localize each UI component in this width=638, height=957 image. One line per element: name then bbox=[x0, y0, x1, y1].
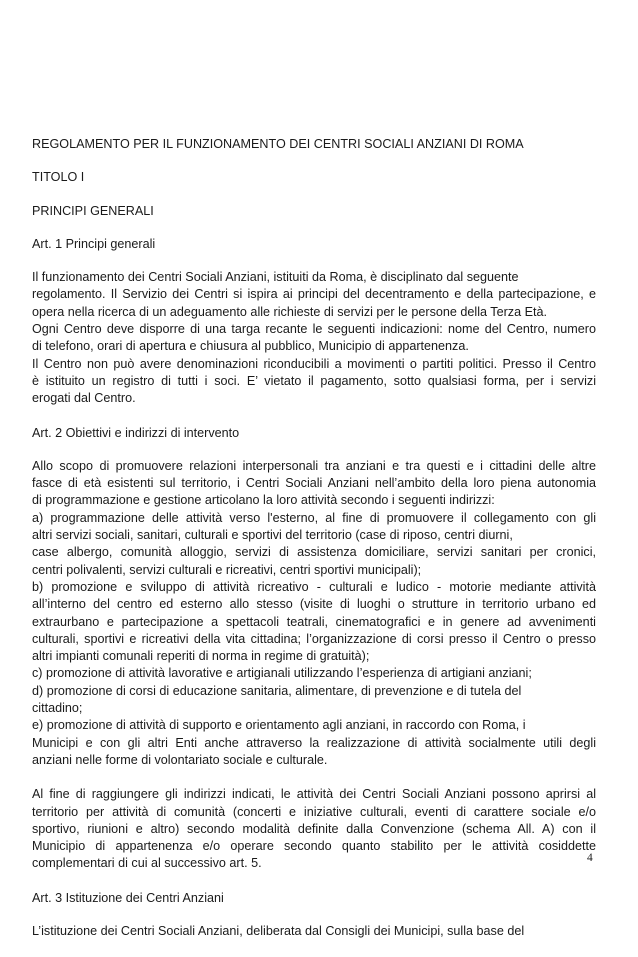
text-line: altri servizi sociali, sanitari, culturali e sportivi del territorio (case di riposo, centri diurni, bbox=[32, 528, 513, 543]
text-line: Al fine di raggiungere gli indirizzi indicati, le attività dei Centri Sociali Anziani possono aprirsi al bbox=[32, 787, 596, 802]
text-line: e) promozione di attività di supporto e orientamento agli anziani, in raccordo con Roma, i bbox=[32, 718, 526, 733]
text-line: culturali, sportivi e ricreativi della vita cittadina; l’organizzazione di corsi presso il Centro o presso bbox=[32, 631, 596, 646]
art2-body bbox=[32, 458, 596, 769]
text-line: case albergo, comunità alloggio, servizi di assistenza domiciliare, servizi sanitari per cronici, bbox=[32, 545, 596, 560]
text-line: fasce di età esistenti sul territorio, i Centri Sociali Anziani nell’ambito della loro piena autonomia bbox=[32, 476, 596, 491]
text-line: d) promozione di corsi di educazione sanitaria, alimentare, di prevenzione e di tutela del bbox=[32, 683, 522, 698]
text-line: c) promozione di attività lavorative e artigianali utilizzando l’esperienza di artigiani anziani; bbox=[32, 666, 532, 681]
main-title: REGOLAMENTO PER IL FUNZIONAMENTO DEI CENTRI SOCIALI ANZIANI DI ROMA bbox=[32, 137, 524, 151]
text-line: a) programmazione delle attività verso l'esterno, al fine di promuovere il collegamento con gli bbox=[32, 510, 596, 525]
text-line: Municipio di appartenenza e/o operare secondo quanto stabilito per le attività cosiddette bbox=[32, 839, 596, 854]
text-line: erogati dal Centro. bbox=[32, 391, 136, 406]
text-line: di telefono, orari di apertura e chiusura al pubblico, Municipio di appartenenza. bbox=[32, 339, 469, 354]
text-line: extraurbano e partecipazione a spettacoli teatrali, cinematografici e in genere ad avvenimenti bbox=[32, 614, 596, 629]
text-line: territorio per attività di comunità (concerti e iniziative culturali, eventi di carattere sociale e/o bbox=[32, 804, 596, 819]
text-line: regolamento. Il Servizio dei Centri si ispira ai principi del decentramento e della partecipazione, e bbox=[32, 287, 596, 302]
art3-heading: Art. 3 Istituzione dei Centri Anziani bbox=[32, 890, 224, 905]
art1-heading: Art. 1 Principi generali bbox=[32, 236, 156, 251]
art3-body bbox=[32, 923, 596, 940]
text-line: Allo scopo di promuovere relazioni interpersonali tra anziani e tra questi e i cittadini delle altre bbox=[32, 458, 596, 473]
text-line: L’istituzione dei Centri Sociali Anziani, deliberata dal Consigli dei Municipi, sulla base del bbox=[32, 923, 525, 938]
text-line: altri impianti comunali reperiti di norma in regime di gratuità); bbox=[32, 649, 370, 664]
art2-heading: Art. 2 Obiettivi e indirizzi di intervento bbox=[32, 425, 240, 440]
text-line: cittadino; bbox=[32, 701, 83, 716]
text-line: è istituito un registro di tutti i soci. E’ vietato il pagamento, sotto qualsiasi forma, per i servizi bbox=[32, 373, 596, 388]
page-number: 4 bbox=[587, 852, 593, 864]
text-line: sportivo, riunioni e altro) secondo modalità definite dalla Convenzione (schema All. A) con il bbox=[32, 821, 596, 836]
text-line: all’interno del centro ed esterno allo stesso (visite di luoghi o strutture in territorio urbano ed bbox=[32, 597, 596, 612]
section-name: PRINCIPI GENERALI bbox=[32, 203, 154, 218]
document-body bbox=[32, 136, 596, 957]
text-line: opera nella ricerca di un adeguamento alle richieste di servizi per le persone della Terza Età. bbox=[32, 304, 548, 319]
text-line: anziani nelle forme di volontariato sociale e culturale. bbox=[32, 752, 328, 767]
text-line: b) promozione e sviluppo di attività ricreativo - culturali e ludico - motorie mediante attività bbox=[32, 579, 596, 594]
title-section: TITOLO I bbox=[32, 170, 85, 185]
text-line: Ogni Centro deve disporre di una targa recante le seguenti indicazioni: nome del Centro, numero bbox=[32, 322, 596, 337]
text-line: Il funzionamento dei Centri Sociali Anziani, istituiti da Roma, è disciplinato dal seguente bbox=[32, 270, 519, 285]
text-line: Il Centro non può avere denominazioni riconducibili a movimenti o partiti politici. Presso il Centro bbox=[32, 356, 596, 371]
text-line: centri polivalenti, servizi culturali e ricreativi, centri sportivi municipali); bbox=[32, 562, 422, 577]
text-line: Municipi e con gli altri Enti anche attraverso la realizzazione di attività socialmente utili degli bbox=[32, 735, 596, 750]
text-line: complementari di cui al successivo art. 5. bbox=[32, 856, 262, 871]
art2-body-2 bbox=[32, 786, 596, 872]
art1-body bbox=[32, 269, 596, 407]
text-line: di programmazione e gestione articolano la loro attività secondo i seguenti indirizzi: bbox=[32, 493, 495, 508]
